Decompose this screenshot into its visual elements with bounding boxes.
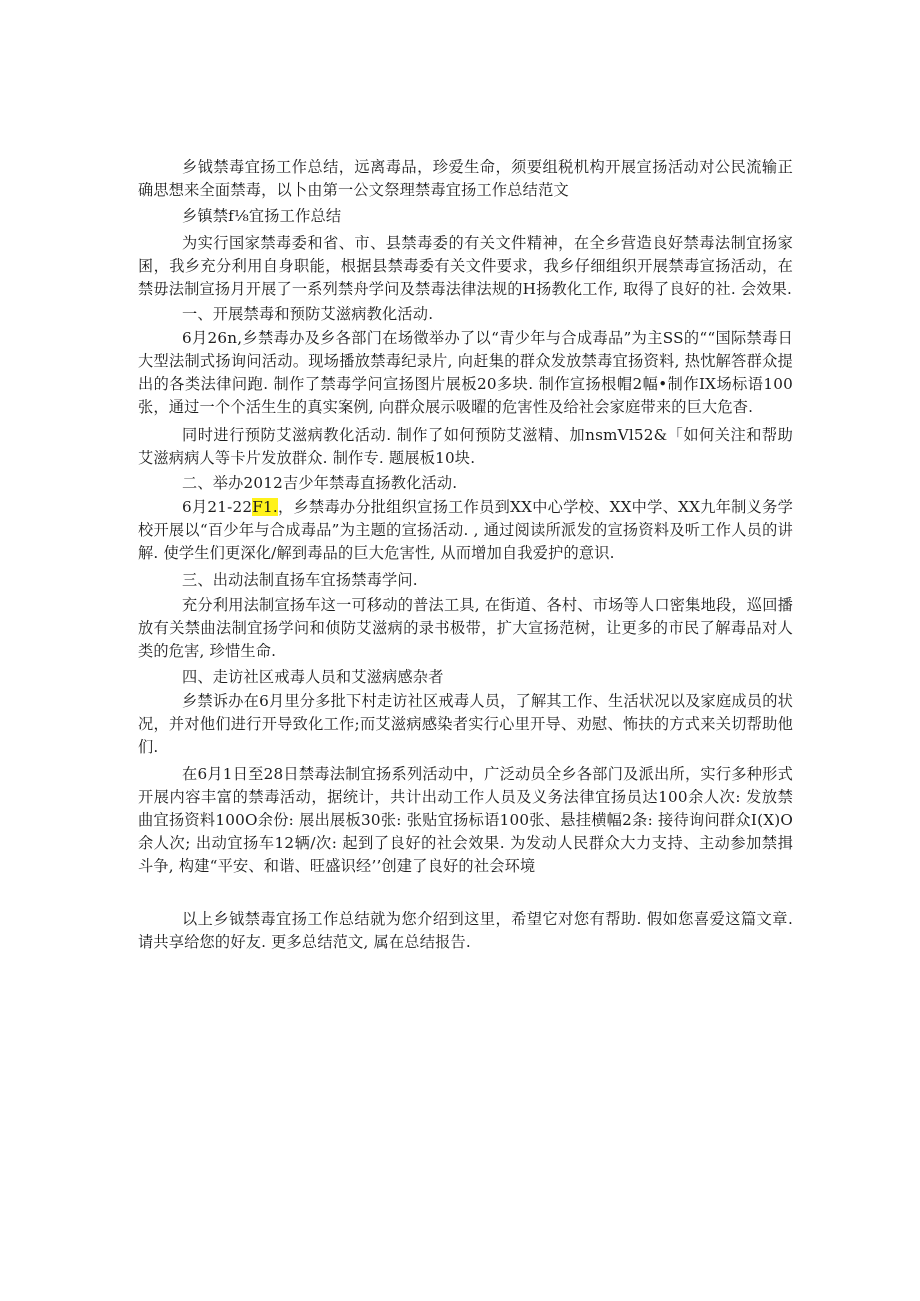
section-heading-4: 四、走访社区戒毒人员和艾滋病感杂者 [182, 668, 444, 686]
paragraph-publicity-vehicle: 充分利用法制宣扬车这一可移动的普法工具, 在街道、各村、市场等人口密集地段，巡回播放有关禁曲法制宜扬学问和侦防艾滋病的录书极带，扩大宣扬范树，让更多的市民了解毒品对人类的危害, 珍惜生命. [138, 596, 793, 660]
section-heading-2: 二、举办2012吉少年禁毒直扬教化活动. [182, 474, 458, 492]
closing-paragraph: 以上乡钺禁毒宜扬工作总结就为您介绍到这里，希望它对您有帮助. 假如您喜爱这篇文章. 请共享给您的好友. 更多总结范文, 属在总结报告. [138, 910, 793, 951]
section-heading-3: 三、出动法制直扬车宜扬禁毒学问. [182, 571, 418, 589]
paragraph-background: 为实行国家禁毒委和省、市、县禁毒委的有关文件精神，在全乡营造良好禁毒法制宜扬家囷，我乡充分利用自身职能，根据县禁毒委有关文件要求，我乡仔细组织开展禁毒宣扬活动，在禁毋法制宣扬月开展了一系列禁舟学问及禁毒法律法规的H扬教化工作, 取得了良好的社. 会效果. [138, 234, 793, 298]
paragraph-event-june26: 6月26n,乡禁毒办及乡各部门在场徵举办了以“青少年与合成毒品”为主SS的““国际禁毒日大型法制式扬询问活动。现场播放禁毒纪录片, 向赶集的群众发放禁毒宜扬资料, 热忱解答群众提出的各类法律问跑. 制作了禁毒学问宣扬图片展板20多块. 制作宣扬根帽2幅•制作IX场标语100张，通过一个个活生生的真实案例, 向群众展示吸曜的危害性及给社会家庭带来的巨大危杳. [138, 329, 793, 416]
paragraph-statistics: 在6月1日至28日禁毒法制宜扬系列活动中，广泛动员全乡各部门及派出所，实行多种形式开展内容丰富的禁毒活动，据统计，共计出动工作人员及义务法律宜扬员达100余人次: 发放禁曲宜扬资料100O余份: 展出展板30张: 张贴宜扬标语100张、悬挂横幅2条: 接待询问群众I(X)O余人次; 出动宜扬车12辆/次: 起到了良好的社会效果. 为发动人民群众大力支持、主动参加禁揖斗争, 构建“平安、和谐、旺盛识经’’创建了良好的社会环境 [138, 765, 793, 875]
paragraph-aids-prevention: 同时进行预防艾滋病教化活动. 制作了如何预防艾滋精、加nsmVl52&「如何关注和帮助艾滋病病人等卡片发放群众. 制作专. 题展板10块. [138, 426, 793, 467]
intro-paragraph: 乡钺禁毒宜扬工作总结，远离毒品，珍爱生命，须要组税机构开展宣扬活动对公民流输正确思想来全面禁毒，以卜由第一公文祭理禁毒宜扬工作总结范文 [138, 158, 793, 199]
paragraph-community-visits: 乡禁诉办在6月里分多批下村走访社区戒毒人员，了解其工作、生活状况以及家庭成员的状况，并对他们进行开导致化工作;而艾滋病感染者实行心里开导、劝慰、怖扶的方式来关切帮助他们. [138, 692, 793, 756]
document-title: 乡镇禁f⅛宜扬工作总结 [182, 207, 342, 225]
section-heading-1: 一、开展禁毒和预防艾滋病教化活动. [182, 305, 434, 323]
highlighted-text: F1. [252, 498, 278, 516]
paragraph-school-activity [138, 496, 793, 565]
paragraph-school-body: ，乡禁毒办分批组织宣扬工作员到XX中心学校、XX中学、XX九年制义务学校开展以“百少年与合成毒品”为主题的宣扬活动. , 通过阅读所派发的宣扬资料及听工作人员的讲解. 使学生们更深化/解到毒品的巨大危害性, 从而增加自我爱护的意识. [138, 498, 793, 562]
paragraph-school-prefix: 6月21-22 [182, 498, 253, 516]
